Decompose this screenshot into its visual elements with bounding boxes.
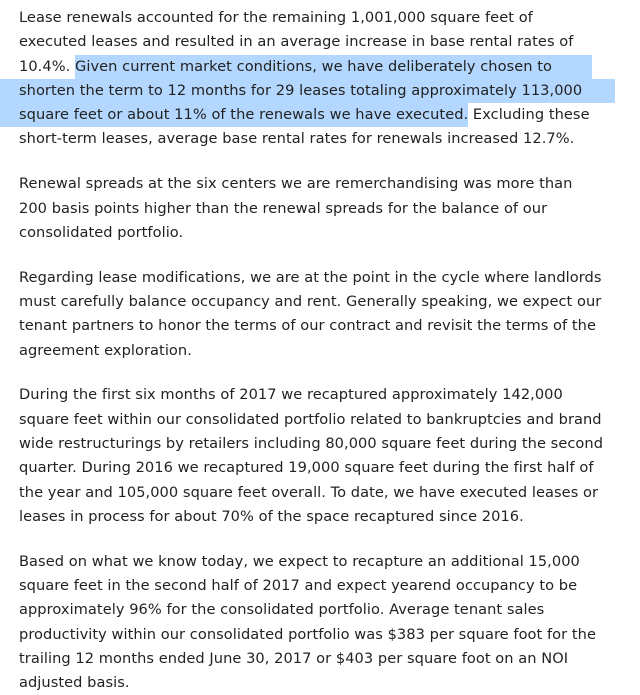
text-line: trailing 12 months ended June 30, 2017 or $403 per square foot on an NOI [19, 649, 569, 667]
text-line: quarter. During 2016 we recaptured 19,000 square feet during the first half of [19, 459, 594, 477]
paragraph-recaptured-space [19, 383, 626, 529]
text-line: Lease renewals accounted for the remaining 1,001,000 square feet of [19, 9, 533, 26]
selected-text[interactable]: shorten the term to 12 months for 29 leases totaling approximately 113,000 [0, 79, 615, 103]
selected-text[interactable]: Given current market conditions, we have deliberately chosen to [75, 55, 592, 79]
text-line: agreement exploration. [19, 341, 192, 359]
text-line: must carefully balance occupancy and rent. Generally speaking, we expect our [19, 292, 602, 310]
text-line: consolidated portfolio. [19, 223, 184, 241]
text-line: Based on what we know today, we expect to recapture an additional 15,000 [19, 552, 580, 570]
text-line: approximately 96% for the consolidated portfolio. Average tenant sales [19, 601, 545, 619]
text-line: square feet in the second half of 2017 and expect yearend occupancy to be [19, 576, 578, 594]
text-fragment: Excluding these [468, 106, 590, 124]
text-line: the year and 105,000 square feet overall. To date, we have executed leases or [19, 483, 599, 501]
text-line: productivity within our consolidated portfolio was $383 per square foot for the [19, 625, 597, 643]
text-line [19, 55, 626, 79]
selected-text[interactable]: square feet or about 11% of the renewals we have executed. [0, 103, 468, 127]
text-line: short-term leases, average base rental rates for renewals increased 12.7%. [19, 130, 575, 148]
text-line [19, 103, 626, 127]
text-line: adjusted basis. [19, 674, 130, 692]
text-line: wide restructurings by retailers including 80,000 square feet during the second [19, 434, 604, 452]
text-line: 200 basis points higher than the renewal spreads for the balance of our [19, 199, 548, 217]
text-line: During the first six months of 2017 we recaptured approximately 142,000 [19, 386, 563, 404]
paragraph-lease-renewals [19, 6, 626, 152]
text-line: leases in process for about 70% of the space recaptured since 2016. [19, 507, 524, 525]
paragraph-renewal-spreads [19, 172, 626, 245]
text-fragment: 10.4%. [19, 57, 75, 75]
text-line [19, 79, 626, 103]
text-line: executed leases and resulted in an average increase in base rental rates of [19, 33, 574, 51]
text-line: Renewal spreads at the six centers we are remerchandising was more than [19, 175, 573, 193]
paragraph-lease-modifications [19, 266, 626, 363]
text-line: Regarding lease modifications, we are at the point in the cycle where landlords [19, 268, 602, 286]
text-line: tenant partners to honor the terms of our contract and revisit the terms of the [19, 317, 597, 335]
paragraph-occupancy-outlook [19, 550, 626, 695]
text-line: square feet within our consolidated portfolio related to bankruptcies and brand [19, 410, 602, 428]
